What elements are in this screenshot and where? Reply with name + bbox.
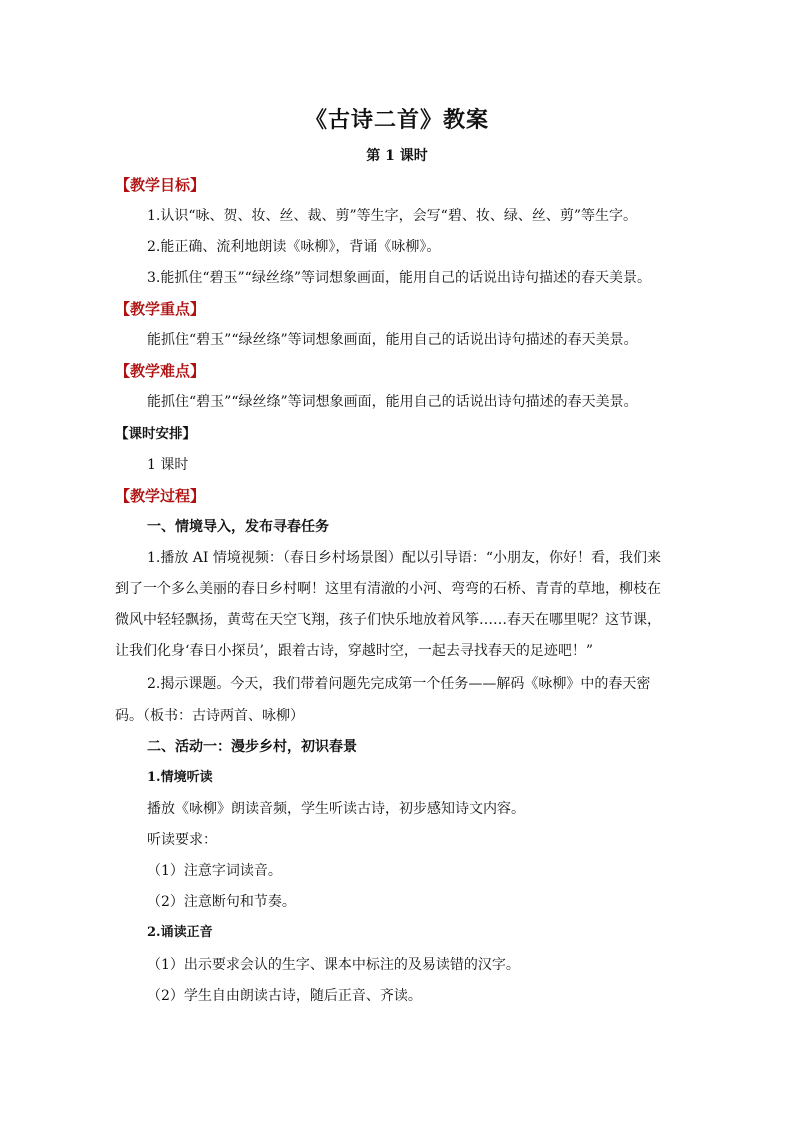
difficulty-text: 能抓住“碧玉”“绿丝绦”等词想象画面，能用自己的话说出诗句描述的春天美景。 <box>147 394 638 410</box>
part1-paragraph-line: 到了一个多么美丽的春日乡村啊！这里有清澈的小河、弯弯的石桥、青青的草地，柳枝在 <box>115 581 661 597</box>
part1-paragraph-line: 1.播放 AI 情境视频：（春日乡村场景图）配以引导语：“小朋友，你好！看，我们来 <box>147 550 662 566</box>
read-item: （1）出示要求会认的生字、课本中标注的及易读错的汉字。 <box>147 957 520 973</box>
document-title: 《古诗二首》教案 <box>304 107 489 133</box>
listen-heading: 1.情境听读 <box>147 770 213 785</box>
listen-requirements: 听读要求： <box>147 832 217 848</box>
schedule-text: 1 课时 <box>147 457 189 473</box>
goal-item: 2.能正确、流利地朗读《咏柳》，背诵《咏柳》。 <box>147 239 441 255</box>
part1-paragraph-line: 微风中轻轻飘扬，黄莺在天空飞翔，孩子们快乐地放着风筝……春天在哪里呢？这节课， <box>115 612 661 628</box>
read-item: （2）学生自由朗读古诗，随后正音、齐读。 <box>147 988 422 1004</box>
difficulty-heading: 【教学难点】 <box>115 362 206 380</box>
key-text: 能抓住“碧玉”“绿丝绦”等词想象画面，能用自己的话说出诗句描述的春天美景。 <box>147 332 638 348</box>
schedule-heading: 【课时安排】 <box>115 426 196 442</box>
read-heading: 2.诵读正音 <box>147 925 213 940</box>
listen-item: （1）注意字词读音。 <box>147 863 282 879</box>
process-heading: 【教学过程】 <box>115 487 206 505</box>
part1-paragraph-line: 让我们化身‘春日小探员’，跟着古诗，穿越时空，一起去寻找春天的足迹吧！” <box>115 643 594 659</box>
part1-paragraph2-line: 码。（板书：古诗两首、咏柳） <box>115 708 304 724</box>
part1-title: 一、情境导入，发布寻春任务 <box>147 519 329 535</box>
goals-heading: 【教学目标】 <box>115 176 206 194</box>
key-heading: 【教学重点】 <box>115 300 206 318</box>
listen-paragraph: 播放《咏柳》朗读音频，学生听读古诗，初步感知诗文内容。 <box>147 801 525 817</box>
part1-paragraph2-line: 2.揭示课题。今天，我们带着问题先完成第一个任务——解码《咏柳》中的春天密 <box>147 676 651 692</box>
part2-title: 二、活动一：漫步乡村，初识春景 <box>147 739 357 755</box>
goal-item: 3.能抓住“碧玉”“绿丝绦”等词想象画面，能用自己的话说出诗句描述的春天美景。 <box>147 270 651 286</box>
lesson-period: 第 1 课时 <box>366 148 428 164</box>
goal-item: 1.认识“咏、贺、妆、丝、裁、剪”等生字，会写“碧、妆、绿、丝、剪”等生字。 <box>147 208 637 224</box>
listen-item: （2）注意断句和节奏。 <box>147 894 296 910</box>
